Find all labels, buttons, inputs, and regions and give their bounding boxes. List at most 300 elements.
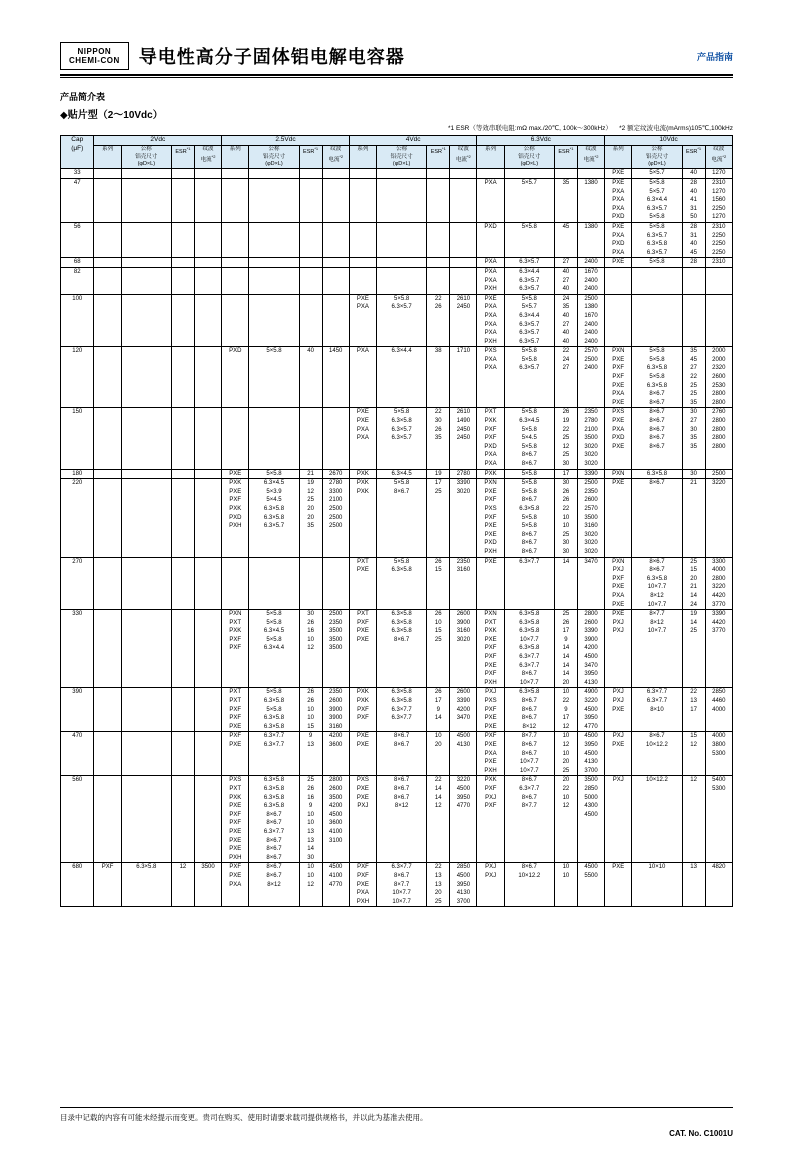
size-10v: 5×5.7: [632, 169, 682, 179]
series-4v: [349, 222, 376, 257]
esr-10v: 35 45 27 22 25 25 35: [682, 347, 705, 408]
size-25v: 5×5.8 6.3×5.8 5×5.8 6.3×5.8 6.3×5.8: [249, 688, 299, 732]
series-25v: [222, 267, 249, 294]
series-2v: [94, 294, 121, 347]
table-row: [61, 267, 733, 294]
cap-value: 180: [61, 469, 94, 479]
series-63v: PXA PXA PXH: [477, 267, 504, 294]
table-row: [61, 469, 733, 479]
ripple-10v: 2310 2250 2250 2250: [705, 222, 732, 257]
esr-25v: [299, 222, 322, 257]
size-4v: [377, 267, 427, 294]
col-header-ripple-25v: 纹波 电流$^{*2}$: [322, 146, 349, 169]
series-10v: [605, 294, 632, 347]
series-63v: PXT PXK PXF PXF PXD PXA PXA: [477, 408, 504, 469]
cap-value: 100: [61, 294, 94, 347]
voltage-group-25v: [222, 136, 350, 146]
series-2v: [94, 732, 121, 776]
size-2v: [121, 732, 171, 776]
cap-header-l1: Cap: [71, 136, 84, 144]
table-row: [61, 294, 733, 347]
series-25v: PXE: [222, 469, 249, 479]
col-header-size-4v: 公称 铝壳尺寸 (φD×L): [377, 146, 427, 169]
size-2v: [121, 169, 171, 179]
table-row: [61, 479, 733, 557]
esr-25v: 40: [299, 347, 322, 408]
ripple-25v: [322, 222, 349, 257]
col-header-size-2v: 公称 铝壳尺寸 (φD×L): [121, 146, 171, 169]
col-header-ripple-10v: 纹波 电流$^{*2}$: [705, 146, 732, 169]
size-10v: 8×6.7 8×6.7 6.3×5.8 10×7.7 8×12 10×7.7: [632, 557, 682, 610]
ripple-2v: 3500: [194, 863, 221, 907]
ripple-63v: 2800 2600 3390 3900 4200 4500 3470 3950 4130: [577, 610, 604, 688]
esr-63v: 26 19 22 25 12 25 30: [554, 408, 577, 469]
esr-10v: 30 27 30 35 35: [682, 408, 705, 469]
ripple-25v: [322, 294, 349, 347]
esr-10v: 28 40 41 31 50: [682, 179, 705, 223]
ripple-4v: 2600 3900 3160 3020: [450, 610, 477, 688]
size-4v: 8×6.7 8×6.7: [377, 732, 427, 776]
esr-4v: 10 20: [427, 732, 450, 776]
series-10v: PXS PXE PXA PXD PXE: [605, 408, 632, 469]
series-63v: PXE PXA PXA PXA PXA PXH: [477, 294, 504, 347]
ripple-63v: 1380: [577, 222, 604, 257]
esr-63v: 20 22 10 12: [554, 776, 577, 863]
series-2v: [94, 688, 121, 732]
ripple-10v: 2760 2800 2800 2800 2800: [705, 408, 732, 469]
series-4v: PXE PXA: [349, 294, 376, 347]
size-10v: 6.3×5.8: [632, 469, 682, 479]
ripple-10v: 2310: [705, 258, 732, 268]
series-4v: PXT PXE: [349, 557, 376, 610]
ripple-25v: [322, 179, 349, 223]
series-10v: PXE PXA PXA PXA PXD: [605, 179, 632, 223]
voltage-group-header-row: [61, 136, 733, 146]
series-2v: [94, 347, 121, 408]
series-2v: [94, 169, 121, 179]
size-4v: 5×5.8 8×6.7: [377, 479, 427, 557]
cap-value: 680: [61, 863, 94, 907]
size-10v: 8×6.7 8×6.7 8×6.7 8×6.7 8×6.7: [632, 408, 682, 469]
size-2v: [121, 258, 171, 268]
series-63v: PXJ PXJ: [477, 863, 504, 907]
size-2v: 6.3×5.8: [121, 863, 171, 907]
esr-4v: 22 26: [427, 294, 450, 347]
series-10v: PXJ PXJ PXE: [605, 688, 632, 732]
ripple-4v: 2610 1490 2450 2450: [450, 408, 477, 469]
voltage-label-25v: 2.5Vdc: [275, 136, 296, 144]
series-2v: [94, 267, 121, 294]
voltage-group-2v: [94, 136, 222, 146]
series-4v: [349, 179, 376, 223]
ripple-4v: 2780: [450, 469, 477, 479]
cap-value: 390: [61, 688, 94, 732]
col-header-ripple-63v: 纹波 电流$^{*2}$: [577, 146, 604, 169]
voltage-label-63v: 6.3Vdc: [530, 136, 551, 144]
esr-2v: [171, 179, 194, 223]
series-4v: [349, 258, 376, 268]
esr-2v: [171, 169, 194, 179]
esr-63v: 14: [554, 557, 577, 610]
ripple-25v: 2500 2350 3500 3500 3500: [322, 610, 349, 688]
esr-2v: [171, 347, 194, 408]
series-10v: PXE: [605, 258, 632, 268]
size-4v: 5×5.8 6.3×5.7: [377, 294, 427, 347]
size-63v: 6.3×4.4 6.3×5.7 6.3×5.7: [504, 267, 554, 294]
series-10v: PXN: [605, 469, 632, 479]
series-25v: PXF PXE PXA: [222, 863, 249, 907]
esr-4v: 38: [427, 347, 450, 408]
spec-table: [60, 135, 733, 907]
esr-25v: [299, 169, 322, 179]
esr-10v: [682, 294, 705, 347]
esr-25v: 25 26 16 9 10 10 13 13 14 30: [299, 776, 322, 863]
ripple-4v: [450, 258, 477, 268]
esr-10v: 12: [682, 776, 705, 863]
series-25v: PXF PXE: [222, 732, 249, 776]
col-header-ripple-4v: 纹波 电流$^{*2}$: [450, 146, 477, 169]
size-10v: 8×7.7 8×12 10×7.7: [632, 610, 682, 688]
ripple-4v: 2610 2450: [450, 294, 477, 347]
ripple-63v: 4900 3220 4500 3950 4770: [577, 688, 604, 732]
esr-10v: 28: [682, 258, 705, 268]
esr-2v: [171, 408, 194, 469]
table-row: [61, 610, 733, 688]
size-25v: [249, 222, 299, 257]
esr-10v: 15 12: [682, 732, 705, 776]
size-63v: 6.3×5.8 8×6.7 8×6.7 8×6.7 8×12: [504, 688, 554, 732]
esr-2v: [171, 294, 194, 347]
size-4v: 6.3×7.7 8×6.7 8×7.7 10×7.7 10×7.7: [377, 863, 427, 907]
ripple-4v: [450, 169, 477, 179]
esr-10v: 28 31 40 45: [682, 222, 705, 257]
ripple-2v: [194, 347, 221, 408]
size-2v: [121, 267, 171, 294]
ripple-10v: [705, 267, 732, 294]
esr-25v: [299, 294, 322, 347]
cap-value: 33: [61, 169, 94, 179]
size-25v: [249, 408, 299, 469]
ripple-4v: 4500 4130: [450, 732, 477, 776]
ripple-25v: 4500 4100 4770: [322, 863, 349, 907]
esr-4v: 26 17 9 14: [427, 688, 450, 732]
esr-10v: 25 15 20 21 14 24: [682, 557, 705, 610]
esr-25v: 21: [299, 469, 322, 479]
brand-logo: [60, 42, 129, 70]
size-63v: 8×6.7 10×12.2: [504, 863, 554, 907]
series-4v: PXA: [349, 347, 376, 408]
size-25v: 5×5.8 5×5.8 6.3×4.5 5×5.8 6.3×4.4: [249, 610, 299, 688]
series-10v: PXN PXE PXF PXF PXE PXA PXE: [605, 347, 632, 408]
series-4v: [349, 267, 376, 294]
ripple-4v: 1710: [450, 347, 477, 408]
header-rule: [60, 74, 733, 76]
cap-value: 470: [61, 732, 94, 776]
size-2v: [121, 776, 171, 863]
ripple-10v: 1270: [705, 169, 732, 179]
cap-value: 270: [61, 557, 94, 610]
ripple-63v: [577, 169, 604, 179]
series-10v: PXN PXJ PXF PXE PXA PXE: [605, 557, 632, 610]
series-2v: [94, 469, 121, 479]
voltage-group-4v: [349, 136, 477, 146]
series-4v: PXF PXF PXE PXA PXH: [349, 863, 376, 907]
table-row: [61, 347, 733, 408]
esr-63v: 30 26 26 22 10 10 25 30 30: [554, 479, 577, 557]
esr-2v: [171, 776, 194, 863]
size-2v: [121, 294, 171, 347]
esr-2v: [171, 469, 194, 479]
cap-value: 150: [61, 408, 94, 469]
size-10v: 8×6.7 10×12.2: [632, 732, 682, 776]
size-63v: 5×5.8: [504, 469, 554, 479]
series-63v: PXE: [477, 557, 504, 610]
series-10v: PXE: [605, 169, 632, 179]
size-4v: 5×5.8 6.3×5.8: [377, 557, 427, 610]
series-10v: PXE PXJ PXJ: [605, 610, 632, 688]
series-10v: [605, 267, 632, 294]
size-4v: 6.3×4.5: [377, 469, 427, 479]
ripple-2v: [194, 479, 221, 557]
ripple-2v: [194, 688, 221, 732]
series-63v: PXA: [477, 258, 504, 268]
ripple-25v: 2350 2600 3900 3900 3160: [322, 688, 349, 732]
series-10v: PXJ PXE: [605, 732, 632, 776]
ripple-25v: [322, 408, 349, 469]
esr-25v: [299, 267, 322, 294]
ripple-10v: 3220: [705, 479, 732, 557]
page-header: [60, 42, 733, 70]
table-row: [61, 222, 733, 257]
esr-2v: [171, 479, 194, 557]
esr-4v: [427, 258, 450, 268]
col-header-ripple-2v: 纹波 电流$^{*2}$: [194, 146, 221, 169]
ripple-4v: [450, 222, 477, 257]
ripple-4v: 2850 4500 3950 4130 3700: [450, 863, 477, 907]
size-10v: 5×5.8: [632, 258, 682, 268]
ripple-4v: 2350 3160: [450, 557, 477, 610]
spec-table-body: [61, 169, 733, 907]
esr-note: [60, 123, 733, 132]
esr-4v: [427, 169, 450, 179]
esr-10v: 13: [682, 863, 705, 907]
ripple-63v: 1670 2400 2400: [577, 267, 604, 294]
col-header-series-4v: 系列: [349, 146, 376, 169]
col-header-size-10v: 公称 铝壳尺寸 (φD×L): [632, 146, 682, 169]
esr-2v: [171, 222, 194, 257]
ripple-10v: 2000 2000 2320 2600 2530 2800 2800: [705, 347, 732, 408]
ripple-63v: 2350 2780 2100 3500 3020 3020 3020: [577, 408, 604, 469]
cap-value: 220: [61, 479, 94, 557]
header-rule-thin: [60, 77, 733, 78]
ripple-2v: [194, 294, 221, 347]
esr-63v: 24 35 40 27 40 40: [554, 294, 577, 347]
series-2v: [94, 408, 121, 469]
section-subtitle: ◆贴片型（2～10Vdc）: [60, 110, 163, 122]
size-10v: [632, 267, 682, 294]
series-2v: PXF: [94, 863, 121, 907]
esr-4v: [427, 267, 450, 294]
size-63v: 5×5.8: [504, 222, 554, 257]
size-63v: 6.3×7.7: [504, 557, 554, 610]
header-right-label: 产品指南: [696, 51, 733, 62]
esr-10v: 22 13 17: [682, 688, 705, 732]
ripple-10v: 4000 3800 5300: [705, 732, 732, 776]
ripple-63v: 1380: [577, 179, 604, 223]
series-4v: PXS PXE PXE PXJ: [349, 776, 376, 863]
esr-63v: 17: [554, 469, 577, 479]
esr-2v: [171, 267, 194, 294]
cap-value: 120: [61, 347, 94, 408]
col-header-series-10v: 系列: [605, 146, 632, 169]
esr-4v: 22 14 14 12: [427, 776, 450, 863]
series-25v: [222, 294, 249, 347]
page: [0, 42, 793, 1164]
esr-4v: 22 30 26 35: [427, 408, 450, 469]
esr-2v: [171, 610, 194, 688]
esr-25v: [299, 557, 322, 610]
series-10v: PXE: [605, 863, 632, 907]
table-row: [61, 732, 733, 776]
series-25v: PXS PXT PXK PXE PXF PXF PXE PXE PXE PXH: [222, 776, 249, 863]
table-row: [61, 776, 733, 863]
size-63v: 8×6.7 6.3×7.7 8×6.7 8×7.7: [504, 776, 554, 863]
series-63v: PXJ PXS PXF PXE PXE: [477, 688, 504, 732]
size-63v: 5×5.8 5×5.8 6.3×5.7: [504, 347, 554, 408]
esr-63v: 25 26 17 9 14 14 14 14 20: [554, 610, 577, 688]
esr-10v: [682, 267, 705, 294]
size-4v: 6.3×4.4: [377, 347, 427, 408]
ripple-2v: [194, 776, 221, 863]
footer-note: 目录中记载的内容有可能未经提示而变更。贵司在购买、使用时请要求载司提供规格书，并以此为基准去使用。: [60, 1113, 428, 1122]
esr-25v: 10 10 12: [299, 863, 322, 907]
table-row: [61, 169, 733, 179]
note-ripple: *2 额定纹波电流(mArms)105℃,100kHz: [619, 125, 733, 133]
size-2v: [121, 222, 171, 257]
page-title: 导电性高分子固体铝电解电容器: [138, 47, 405, 68]
series-2v: [94, 557, 121, 610]
size-10v: 5×5.8 5×5.7 6.3×4.4 6.3×5.7 5×5.8: [632, 179, 682, 223]
series-2v: [94, 479, 121, 557]
ripple-63v: 2400: [577, 258, 604, 268]
ripple-63v: 2500 2350 2600 2570 3500 3160 3020 3020 3020: [577, 479, 604, 557]
ripple-10v: [705, 294, 732, 347]
ripple-25v: [322, 169, 349, 179]
size-25v: [249, 267, 299, 294]
series-63v: PXK: [477, 469, 504, 479]
series-63v: PXD: [477, 222, 504, 257]
ripple-25v: 4200 3600: [322, 732, 349, 776]
size-10v: 10×10: [632, 863, 682, 907]
ripple-2v: [194, 732, 221, 776]
table-row: [61, 688, 733, 732]
ripple-25v: [322, 267, 349, 294]
ripple-25v: [322, 557, 349, 610]
size-4v: 6.3×5.8 6.3×5.8 6.3×5.8 8×6.7: [377, 610, 427, 688]
series-4v: PXE PXE: [349, 732, 376, 776]
col-header-size-25v: 公称 铝壳尺寸 (φD×L): [249, 146, 299, 169]
ripple-63v: 3470: [577, 557, 604, 610]
esr-4v: 19: [427, 469, 450, 479]
ripple-4v: [450, 267, 477, 294]
ripple-2v: [194, 222, 221, 257]
esr-2v: [171, 258, 194, 268]
ripple-63v: 4500 3950 4500 4130 3700: [577, 732, 604, 776]
esr-2v: [171, 732, 194, 776]
series-63v: PXN PXT PXK PXE PXF PXF PXE PXF PXH: [477, 610, 504, 688]
size-25v: [249, 169, 299, 179]
esr-10v: 40: [682, 169, 705, 179]
series-25v: PXT PXT PXF PXF PXE: [222, 688, 249, 732]
table-row: [61, 258, 733, 268]
size-63v: 8×7.7 8×6.7 8×6.7 10×7.7 10×7.7: [504, 732, 554, 776]
col-header-esr-4v: ESR$^{*1}$: [427, 146, 450, 169]
ripple-4v: 3220 4500 3950 4770: [450, 776, 477, 863]
size-25v: [249, 557, 299, 610]
table-row: [61, 863, 733, 907]
size-4v: 5×5.8 6.3×5.8 6.3×5.7 6.3×5.7: [377, 408, 427, 469]
size-4v: [377, 169, 427, 179]
col-header-series-63v: 系列: [477, 146, 504, 169]
series-25v: [222, 258, 249, 268]
series-25v: [222, 222, 249, 257]
series-2v: [94, 610, 121, 688]
esr-63v: 10 22 9 17 12: [554, 688, 577, 732]
series-63v: PXA: [477, 179, 504, 223]
esr-10v: 30: [682, 469, 705, 479]
size-2v: [121, 469, 171, 479]
cap-value: 56: [61, 222, 94, 257]
size-63v: 6.3×5.8 6.3×5.8 6.3×5.8 10×7.7 6.3×5.8 6.3×7.7 6.3×7.7 8×6.7 10×7.7: [504, 610, 554, 688]
section-title: 产品简介表: [60, 92, 106, 103]
col-header-esr-2v: ESR$^{*1}$: [171, 146, 194, 169]
ripple-4v: [450, 179, 477, 223]
series-63v: [477, 169, 504, 179]
voltage-label-4v: 4Vdc: [405, 136, 421, 144]
series-2v: [94, 222, 121, 257]
esr-25v: [299, 179, 322, 223]
size-25v: 5×5.8: [249, 469, 299, 479]
esr-25v: 26 26 10 10 15: [299, 688, 322, 732]
series-25v: PXN PXT PXK PXF PXF: [222, 610, 249, 688]
ripple-2v: [194, 179, 221, 223]
esr-10v: 19 14 25: [682, 610, 705, 688]
ripple-63v: 2570 2500 2400: [577, 347, 604, 408]
series-25v: [222, 408, 249, 469]
voltage-label-10v: 10Vdc: [659, 136, 678, 144]
esr-2v: [171, 688, 194, 732]
ripple-10v: 5400 5300: [705, 776, 732, 863]
size-10v: 5×5.8 5×5.8 6.3×5.8 5×5.8 6.3×5.8 8×6.7 8×6.7: [632, 347, 682, 408]
esr-25v: 30 26 16 10 12: [299, 610, 322, 688]
esr-63v: 35: [554, 179, 577, 223]
cap-header-l2: (μF): [71, 145, 84, 153]
series-25v: [222, 557, 249, 610]
series-63v: PXF PXE PXA PXE PXH: [477, 732, 504, 776]
ripple-2v: [194, 258, 221, 268]
esr-63v: 45: [554, 222, 577, 257]
size-10v: [632, 294, 682, 347]
series-25v: [222, 169, 249, 179]
esr-4v: [427, 179, 450, 223]
ripple-2v: [194, 610, 221, 688]
ripple-10v: 3300 4000 2800 3220 4420 3770: [705, 557, 732, 610]
ripple-2v: [194, 408, 221, 469]
size-4v: 6.3×5.8 6.3×5.8 6.3×7.7 6.3×7.7: [377, 688, 427, 732]
ripple-63v: 4500 5500: [577, 863, 604, 907]
size-63v: 6.3×5.7: [504, 258, 554, 268]
size-10v: 10×12.2: [632, 776, 682, 863]
